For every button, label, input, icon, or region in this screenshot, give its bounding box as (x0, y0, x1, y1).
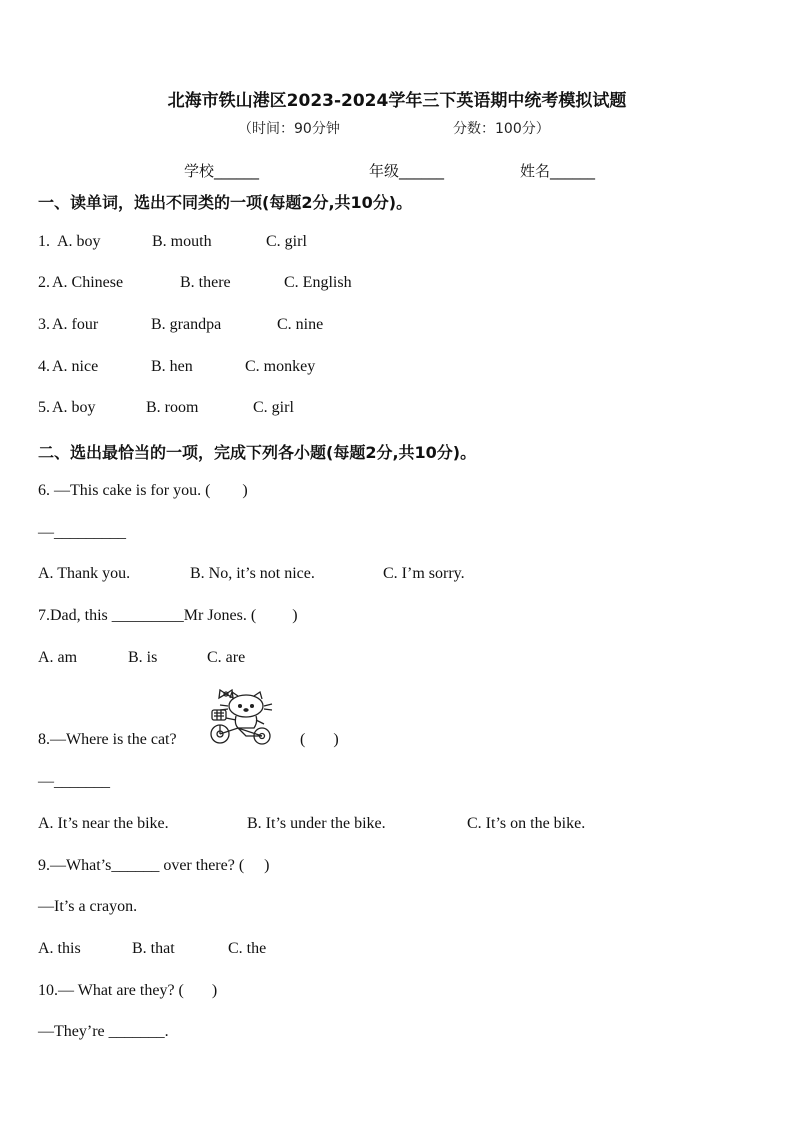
option-c: C. girl (253, 399, 294, 416)
section2-heading: 二、选出最恰当的一项，完成下列各小题(每题2分,共10分)。 (38, 443, 477, 462)
question-number: 3. (38, 316, 50, 333)
option-b: B. hen (151, 358, 193, 375)
grade-field: 年级______ (369, 162, 445, 180)
q10-stem: 10.— What are they? ( ) (38, 982, 218, 999)
q9-stem: 9.—What’s______ over there? ( ) (38, 857, 270, 874)
option-c: C. nine (277, 316, 324, 333)
q9-option-b: B. that (132, 940, 175, 957)
option-b: B. room (146, 399, 199, 416)
q9-reply: —It’s a crayon. (38, 898, 138, 915)
q8-answer-paren: ( ) (300, 731, 339, 748)
school-field: 学校______ (184, 162, 260, 180)
q8-option-a: A. It’s near the bike. (38, 815, 169, 832)
q6-answer-line: —_________ (38, 524, 126, 541)
hello-kitty-bike-icon (206, 688, 282, 746)
q8-answer-line: —_______ (38, 773, 110, 790)
q9-option-c: C. the (228, 940, 267, 957)
q8-option-c: C. It’s on the bike. (467, 815, 586, 832)
q7-option-c: C. are (207, 649, 246, 666)
option-b: B. grandpa (151, 316, 222, 333)
section1-heading: 一、读单词，选出不同类的一项(每题2分,共10分)。 (38, 193, 413, 212)
option-a: A. boy (52, 399, 96, 416)
question-number: 2. (38, 274, 50, 291)
q10-reply: —They’re _______. (38, 1023, 169, 1040)
q8-stem: 8.—Where is the cat? (38, 731, 177, 748)
option-a: A. Chinese (52, 274, 124, 291)
q6-option-a: A. Thank you. (38, 565, 131, 582)
q7-option-a: A. am (38, 649, 78, 666)
question-number: 1. (38, 233, 54, 250)
option-a: A. four (52, 316, 99, 333)
q6-option-c: C. I’m sorry. (383, 565, 465, 582)
question-number: 5. (38, 399, 50, 416)
q6-stem: 6. —This cake is for you. ( ) (38, 482, 248, 499)
exam-score: 分数：100分） (453, 121, 550, 137)
option-b: B. mouth (152, 233, 212, 250)
name-field: 姓名______ (520, 162, 596, 180)
q7-option-b: B. is (128, 649, 158, 666)
option-c: C. girl (266, 233, 307, 250)
option-c: C. English (284, 274, 352, 291)
q7-stem: 7.Dad, this _________Mr Jones. ( ) (38, 607, 298, 624)
question-number: 4. (38, 358, 50, 375)
exam-time: （时间：90分钟 (238, 121, 340, 137)
option-a: A. boy (57, 233, 101, 250)
q6-option-b: B. No, it’s not nice. (190, 565, 315, 582)
option-c: C. monkey (245, 358, 316, 375)
q9-option-a: A. this (38, 940, 81, 957)
page-title: 北海市铁山港区2023-2024学年三下英语期中统考模拟试题 (167, 91, 627, 111)
option-a: A. nice (52, 358, 99, 375)
option-b: B. there (180, 274, 231, 291)
q8-option-b: B. It’s under the bike. (247, 815, 386, 832)
